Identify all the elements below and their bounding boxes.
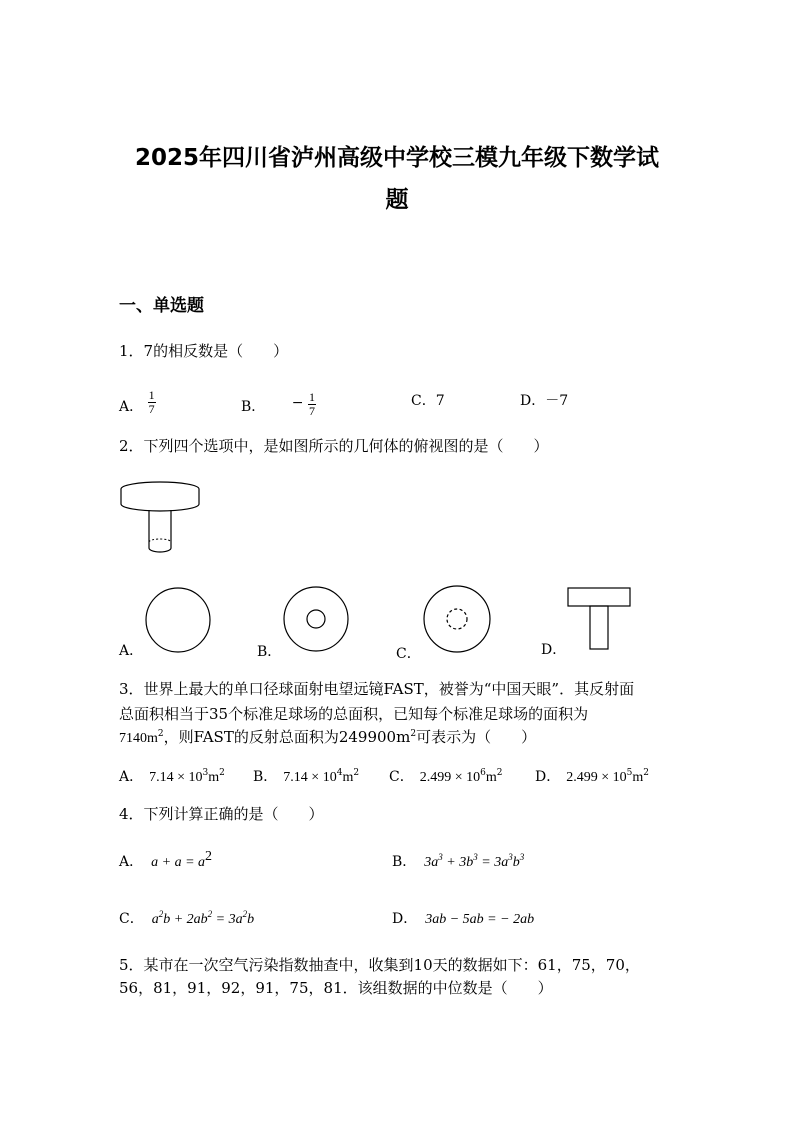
- option-b-concentric-circles: [283, 586, 351, 654]
- question-1-option-c[interactable]: C．7: [411, 393, 445, 409]
- option-d-t-shape: [567, 587, 633, 651]
- question-2-option-d[interactable]: D．: [541, 642, 567, 658]
- question-2-option-a[interactable]: A．: [119, 643, 144, 659]
- question-3-stem-line-3: $7140m^2$，则FAST的反射总面积为$249900m^2$可表示为（ ）: [119, 728, 537, 746]
- question-1-option-b[interactable]: B． − $\frac{1}{7}$: [241, 390, 315, 418]
- question-1-stem: 1．7的相反数是（ ）: [119, 342, 289, 360]
- page-title-continued: 题: [385, 187, 409, 213]
- solid-figure: [118, 478, 208, 558]
- question-3-stem-line-1: 3．世界上最大的单口径球面射电望远镜FAST，被誉为“中国天眼”．其反射面: [119, 680, 635, 698]
- question-5-stem-line-2: 56，81，91，92，91，75，81．该组数据的中位数是（ ）: [119, 979, 553, 997]
- fraction-one-seventh: $\frac{1}{7}$: [148, 388, 155, 416]
- question-4-option-c[interactable]: C． $a^2b + 2ab^2 = 3a^2b$: [119, 909, 255, 927]
- question-4-stem: 4．下列计算正确的是（ ）: [119, 805, 324, 823]
- question-3-stem-line-2: 总面积相当于35个标准足球场的总面积，已知每个标准足球场的面积为: [119, 705, 589, 723]
- question-2-option-c[interactable]: C．: [396, 646, 421, 662]
- question-4-option-a[interactable]: A． $a + a = a^2$: [119, 849, 213, 870]
- option-c-dashed-inner-circle: [423, 585, 491, 653]
- question-1-option-a[interactable]: A． $\frac{1}{7}$: [119, 388, 155, 416]
- question-1-option-d[interactable]: D．－7: [520, 393, 569, 409]
- page-title: 2025年四川省泸州高级中学校三模九年级下数学试: [134, 145, 659, 171]
- question-2-stem: 2．下列四个选项中，是如图所示的几何体的俯视图的是（ ）: [119, 437, 549, 455]
- question-4-option-b[interactable]: B． $3a^3 + 3b^3 = 3a^3b^3$: [392, 852, 525, 870]
- question-3-option-c[interactable]: C． $2.499 \times 10^6m^2$: [389, 768, 503, 785]
- question-3-option-d[interactable]: D． $2.499 \times 10^5m^2$: [535, 768, 649, 785]
- section-heading: 一、单选题: [119, 296, 204, 316]
- question-2-option-b[interactable]: B．: [257, 644, 282, 660]
- fraction-neg-one-seventh: $\frac{1}{7}$: [308, 390, 315, 418]
- question-3-option-a[interactable]: A． $7.14 \times 10^3m^2$: [119, 768, 225, 785]
- question-5-stem-line-1: 5．某市在一次空气污染指数抽查中，收集到10天的数据如下：61，75，70，: [119, 956, 640, 974]
- question-3-option-b[interactable]: B． $7.14 \times 10^4m^2$: [253, 768, 360, 785]
- question-4-option-d[interactable]: D． 3ab − 5ab = − 2ab: [392, 911, 535, 927]
- option-a-circle: [145, 587, 213, 655]
